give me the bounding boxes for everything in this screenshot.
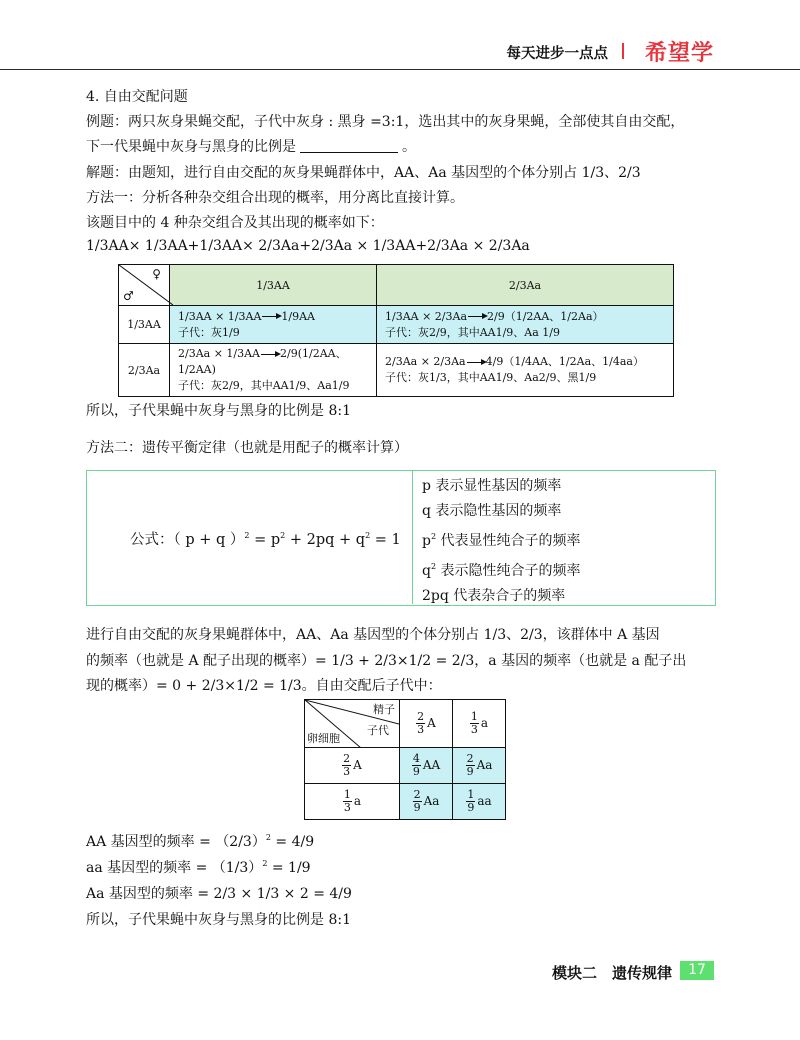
example-question-end: 。 [402, 139, 416, 155]
fraction [466, 753, 475, 778]
formula-part: （ p + q ） [173, 532, 245, 548]
example-line-1: 例题：两只灰身果蝇交配，子代中灰身 : 黑身 =3:1，选出其中的灰身果蝇，全部使其自由交配， [86, 114, 685, 130]
method-one-title: 方法一：分析各种杂交组合出现的概率，用分离比直接计算。 [86, 190, 464, 206]
fraction [412, 753, 421, 778]
fraction-numerator: 1 [470, 710, 478, 723]
definition-base: q [422, 563, 431, 579]
fraction-denominator: 9 [413, 801, 421, 814]
genotype-symbol: AA [422, 758, 441, 772]
cross-cell-parents: 2/3Aa × 2/3Aa [385, 355, 466, 368]
definition-q: q 表示隐性基因的频率 [422, 503, 562, 519]
gamete-symbol: a [353, 794, 362, 808]
egg-header-A [305, 748, 400, 784]
freq-aa [86, 857, 311, 877]
freq-text: = 4/9 [270, 834, 315, 850]
method-one-intro: 该题目中的 4 种杂交组合及其出现的概率如下： [86, 215, 384, 231]
arrow-icon [467, 362, 485, 363]
gamete-symbol: a [480, 716, 489, 730]
egg-header-a [305, 784, 400, 820]
arrow-icon [261, 354, 279, 355]
definition-q-squared [422, 554, 581, 584]
fraction [343, 789, 352, 814]
sperm-header-A [400, 700, 453, 748]
footer-module-title: 模块二 遗传规律 [551, 964, 672, 982]
fraction-denominator: 3 [343, 801, 351, 814]
female-symbol-icon: ♀ [152, 267, 161, 281]
conclusion-method-two: 所以，子代果蝇中灰身与黑身的比例是 8:1 [86, 912, 351, 928]
table-corner-cell [119, 265, 170, 306]
cross-cell [377, 306, 674, 344]
formula-exponent: 2 [244, 531, 250, 540]
formula-exponent: 2 [280, 531, 286, 540]
paragraph-line-2: 的频率（也就是 A 配子出现的概率）= 1/3 + 2/3×1/2 = 2/3，a 基因的频率（也就是 a 配子出 [86, 653, 687, 669]
freq-exponent: 2 [265, 833, 271, 842]
cross-cell-offspring: 子代：灰1/9 [178, 325, 240, 339]
freq-AA [86, 831, 314, 851]
fraction-denominator: 9 [412, 765, 420, 778]
cross-cell-result: 2/9（1/2AA、1/2Aa） [487, 309, 604, 323]
punnett-cell-AA [400, 748, 453, 784]
fraction-denominator: 3 [470, 723, 478, 736]
freq-exponent: 2 [262, 859, 268, 868]
header-separator [622, 43, 624, 59]
fraction-numerator: 2 [343, 752, 351, 765]
genotype-symbol: aa [477, 794, 492, 808]
freq-Aa: Aa 基因型的频率 = 2/3 × 1/3 × 2 = 4/9 [86, 886, 352, 902]
cross-cell-parents: 2/3Aa × 1/3AA [178, 347, 261, 360]
cross-expression: 1/3AA× 1/3AA+1/3AA× 2/3Aa+2/3Aa × 1/3AA+2/3Aa × 2/3Aa [86, 238, 530, 254]
cross-cell [170, 344, 377, 397]
fraction [466, 789, 475, 814]
conclusion-method-one: 所以，子代果蝇中灰身与黑身的比例是 8:1 [86, 403, 351, 419]
cross-cell-result: 1/9AA [281, 309, 315, 323]
example-question-text: 下一代果蝇中灰身与黑身的比例是 [86, 139, 296, 155]
definition-p-squared [422, 524, 581, 554]
arrow-icon [262, 316, 280, 317]
solution-line: 解题：由题知，进行自由交配的灰身果蝇群体中，AA、Aa 基因型的个体分别占 1/3、2/3 [86, 165, 641, 181]
answer-blank [300, 138, 398, 153]
gamete-symbol: A [353, 758, 362, 772]
formula-definitions [422, 474, 581, 609]
cross-cell-offspring: 子代：灰1/3，其中AA1/9、Aa2/9、黑1/9 [385, 371, 597, 384]
fraction-denominator: 3 [417, 723, 425, 736]
cross-cell [377, 344, 674, 397]
formula-part: = p [249, 532, 281, 548]
freq-text: AA 基因型的频率 = （2/3） [86, 834, 266, 850]
fraction [413, 789, 422, 814]
row-header-1-3AA: 1/3AA [119, 306, 170, 344]
example-line-2 [86, 136, 416, 156]
formula-part: + 2pq + q [285, 532, 366, 548]
fraction-numerator: 2 [417, 710, 425, 723]
punnett-cell-aa [453, 784, 506, 820]
sperm-label: 精子 [373, 703, 395, 716]
header-rule [0, 69, 800, 70]
fraction [416, 711, 425, 736]
fraction-denominator: 9 [466, 765, 474, 778]
page-number: 17 [680, 961, 714, 980]
cross-cell-offspring: 子代：灰2/9，其中AA1/9、Aa1/9 [178, 379, 350, 392]
cross-cell-parents: 1/3AA × 1/3AA [178, 309, 262, 323]
fraction-numerator: 2 [413, 788, 421, 801]
paragraph-line-3: 现的概率）= 0 + 2/3×1/2 = 1/3。自由交配后子代中： [86, 678, 442, 694]
row-header-2-3Aa: 2/3Aa [119, 344, 170, 397]
genotype-symbol: Aa [476, 758, 493, 772]
definition-p: p 表示显性基因的频率 [422, 478, 562, 494]
cross-cell-result: 4/9（1/4AA、1/2Aa、1/4aa） [485, 355, 644, 368]
gamete-symbol: A [427, 716, 436, 730]
freq-text: aa 基因型的频率 = （1/3） [86, 860, 263, 876]
definition-base: p [422, 533, 431, 549]
cross-cell-parents: 1/3AA × 2/3Aa [385, 309, 468, 323]
egg-label: 卵细胞 [307, 732, 340, 745]
brand-logo: 希望学 [644, 41, 714, 66]
cross-cell-result: 2/9(1/2AA、1/2AA) [178, 347, 347, 376]
section-title: 4. 自由交配问题 [86, 89, 188, 105]
cross-cell [170, 306, 377, 344]
fraction [342, 753, 351, 778]
fraction-numerator: 1 [467, 788, 475, 801]
freq-text: = 1/9 [267, 860, 311, 876]
fraction-numerator: 2 [466, 752, 474, 765]
offspring-label: 子代 [367, 724, 389, 737]
punnett-cell-Aa [453, 748, 506, 784]
definition-2pq: 2pq 代表杂合子的频率 [422, 588, 566, 604]
fraction-denominator: 9 [467, 801, 475, 814]
col-header-2-3Aa: 2/3Aa [377, 265, 674, 306]
definition-exponent: 2 [430, 562, 437, 571]
fraction [470, 711, 479, 736]
punnett-corner-cell [305, 700, 400, 748]
cross-combination-table [118, 264, 674, 397]
formula-exponent: 2 [365, 531, 371, 540]
definition-text: 代表显性纯合子的频率 [436, 533, 581, 549]
header-slogan: 每天进步一点点 [506, 46, 608, 62]
punnett-cell-Aa [400, 784, 453, 820]
fraction-numerator: 4 [412, 752, 420, 765]
method-two-title: 方法二：遗传平衡定律（也就是用配子的概率计算） [86, 440, 408, 456]
arrow-icon [468, 316, 486, 317]
fraction-numerator: 1 [343, 788, 351, 801]
cross-cell-offspring: 子代：灰2/9，其中AA1/9、Aa 1/9 [385, 325, 560, 339]
formula-label: 公式： [130, 532, 174, 548]
fraction-denominator: 3 [343, 765, 351, 778]
definition-text: 表示隐性纯合子的频率 [436, 563, 581, 579]
male-symbol-icon: ♂ [123, 289, 134, 303]
punnett-square [304, 699, 506, 820]
sperm-header-a [453, 700, 506, 748]
genotype-symbol: Aa [423, 794, 440, 808]
formula-part: = 1 [370, 532, 401, 548]
formula-box-divider [412, 470, 413, 604]
col-header-1-3AA: 1/3AA [170, 265, 377, 306]
paragraph-line-1: 进行自由交配的灰身果蝇群体中，AA、Aa 基因型的个体分别占 1/3、2/3，该群体中 A 基因 [86, 627, 660, 643]
hardy-weinberg-formula [130, 528, 401, 549]
definition-exponent: 2 [430, 532, 437, 541]
